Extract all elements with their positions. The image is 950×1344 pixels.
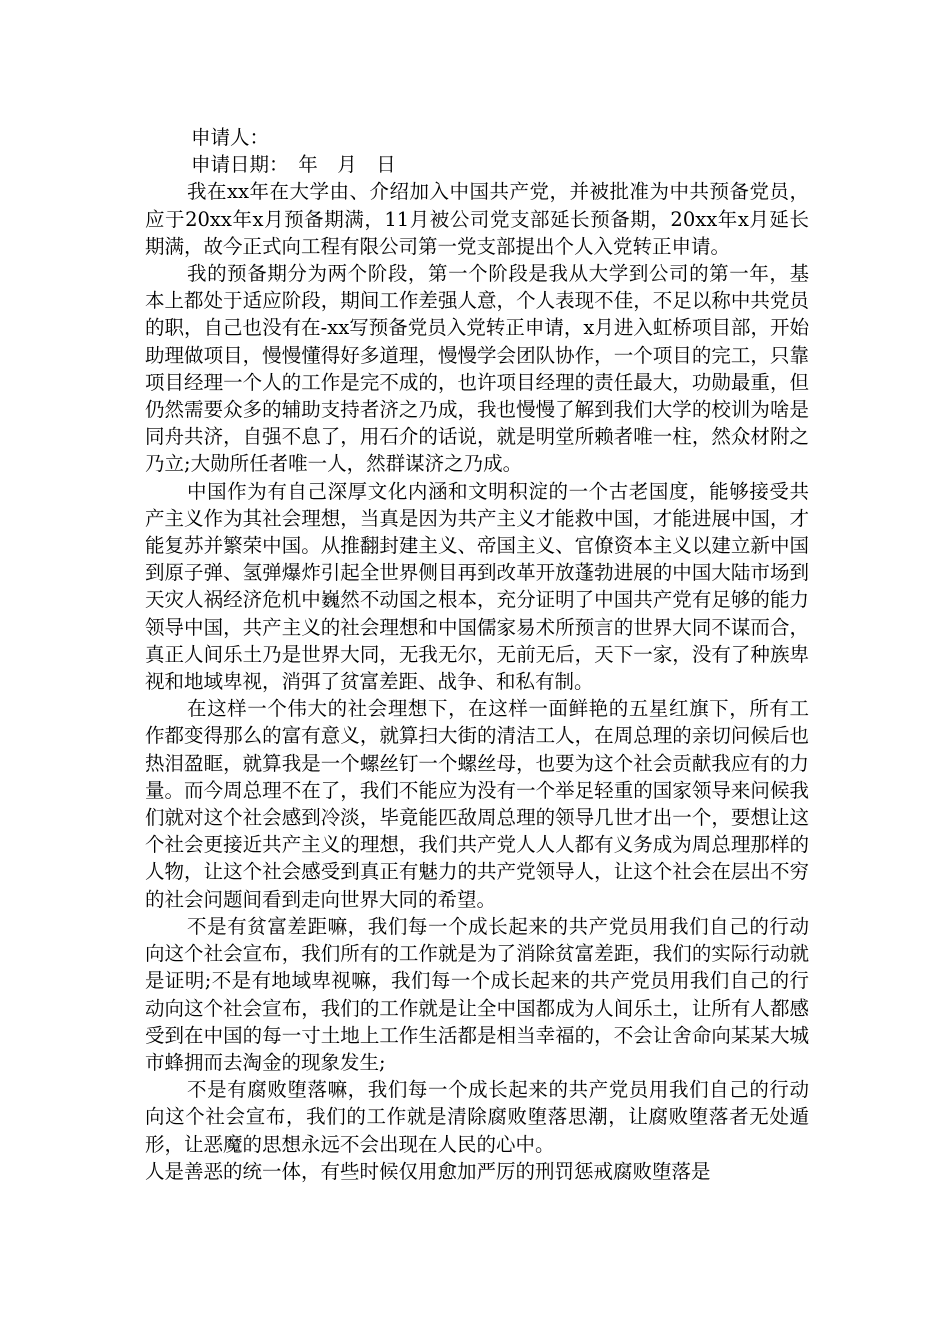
- trailing-text-line: 人是善恶的统一体，有些时候仅用愈加严厉的刑罚惩戒腐败堕落是: [145, 1159, 711, 1183]
- paragraph: 我在xx年在大学由、介绍加入中国共产党，并被批准为中共预备党员，应于20xx年x月预备期满，11月被公司党支部延长预备期，20xx年x月延长期满，故今正式向工程有限公司第一党支部提出个人入党转正申请。: [145, 180, 809, 258]
- paragraph: 不是有腐败堕落嘛，我们每一个成长起来的共产党员用我们自己的行动向这个社会宣布，我们的工作就是清除腐败堕落思潮，让腐败堕落者无处遁形，让恶魔的思想永远不会出现在人民的心中。: [145, 1078, 809, 1156]
- paragraph: 我的预备期分为两个阶段，第一个阶段是我从大学到公司的第一年，基本上都处于适应阶段，期间工作差强人意，个人表现不佳，不足以称中共党员的职，自己也没有在-xx写预备党员入党转正申请，x月进入虹桥项目部，开始助理做项目，慢慢懂得好多道理，慢慢学会团队协作，一个项目的完工，只靠项目经理一个人的工作是完不成的，也许项目经理的责任最大，功勋最重，但仍然需要众多的辅助支持者济之乃成，我也慢慢了解到我们大学的校训为啥是同舟共济，自强不息了，用石介的话说，就是明堂所赖者唯一柱，然众材附之乃立;大勋所任者唯一人，然群谋济之乃成。: [145, 262, 809, 476]
- document-body: [145, 124, 809, 1185]
- applicant-line: 申请人：: [191, 126, 270, 149]
- paragraph: 在这样一个伟大的社会理想下，在这样一面鲜艳的五星红旗下，所有工作都变得那么的富有意义，就算扫大街的清洁工人，在周总理的亲切问候后也热泪盈眶，就算我是一个螺丝钉一个螺丝母，也要为这个社会贡献我应有的力量。而今周总理不在了，我们不能应为没有一个举足轻重的国家领导来问候我们就对这个社会感到冷淡，毕竟能匹敌周总理的领导几世才出一个，要想让这个社会更接近共产主义的理想，我们共产党人人人都有义务成为周总理那样的人物，让这个社会感受到真正有魅力的共产党领导人，让这个社会在层出不穷的社会问题间看到走向世界大同的希望。: [145, 697, 809, 911]
- paragraph: 不是有贫富差距嘛，我们每一个成长起来的共产党员用我们自己的行动向这个社会宣布，我们所有的工作就是为了消除贫富差距，我们的实际行动就是证明;不是有地域卑视嘛，我们每一个成长起来的共产党员用我们自己的行动向这个社会宣布，我们的工作就是让全中国都成为人间乐土，让所有人都感受到在中国的每一寸土地上工作生活都是相当幸福的，不会让舍命向某某大城市蜂拥而去淘金的现象发生;: [145, 914, 809, 1074]
- application-date-line: 申请日期： 年 月 日: [191, 153, 396, 177]
- paragraph: 中国作为有自己深厚文化内涵和文明积淀的一个古老国度，能够接受共产主义作为其社会理想，当真是因为共产主义才能救中国，才能进展中国，才能复苏并繁荣中国。从推翻封建主义、帝国主义、官僚资本主义以建立新中国到原子弹、氢弹爆炸引起全世界侧目再到改革开放蓬勃进展的中国大陆市场到天灾人祸经济危机中巍然不动国之根本，充分证明了中国共产党有足够的能力领导中国，共产主义的社会理想和中国儒家易术所预言的世界大同不谋而合，真正人间乐土乃是世界大同，无我无尔，无前无后，天下一家，没有了种族卑视和地域卑视，消弭了贫富差距、战争、和私有制。: [145, 479, 809, 694]
